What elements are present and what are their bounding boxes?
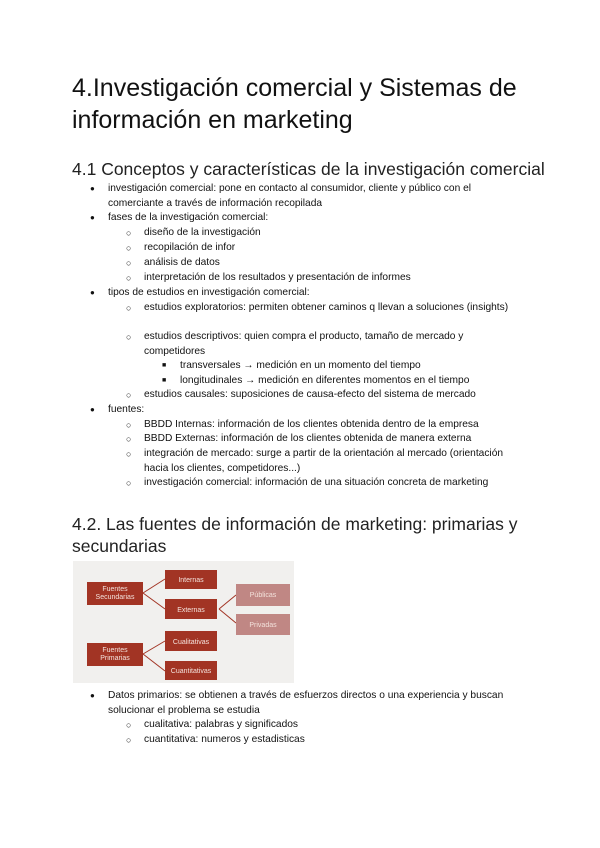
list-item: estudios descriptivos: quien compra el producto, tamaño de mercado y competidores	[144, 331, 464, 357]
section-heading-4-1: 4.1 Conceptos y características de la investigación comercial	[72, 159, 545, 179]
list-item: análisis de datos	[144, 257, 220, 268]
bullet-marker: ○	[126, 478, 132, 488]
list-item: cualitativa: palabras y significados	[144, 719, 299, 730]
bullet-marker: ●	[90, 184, 95, 193]
node-label: Cualitativas	[172, 639, 210, 646]
bullet-marker: ○	[126, 303, 132, 313]
bullet-marker: ○	[126, 420, 132, 430]
list-item: fases de la investigación comercial:	[108, 212, 269, 223]
bullet-marker: ■	[162, 362, 167, 369]
list-item: integración de mercado: surge a partir de la orientación al mercado (orientación hacia los clientes, competidores...)	[144, 448, 504, 474]
list-item: estudios causales: suposiciones de causa-efecto del sistema de mercado	[144, 389, 476, 400]
node-label: Públicas	[249, 592, 277, 599]
bullet-marker: ○	[126, 735, 132, 745]
node-label: Privadas	[249, 622, 277, 629]
list-item: investigación comercial: información de una situación concreta de marketing	[144, 477, 489, 488]
bullet-marker: ●	[90, 213, 95, 222]
node-label: Fuentes Primarias	[100, 647, 130, 662]
list-item: longitudinales → medición en diferentes momentos en el tiempo	[180, 375, 470, 386]
node-label: Externas	[177, 607, 205, 614]
sources-diagram	[73, 561, 294, 683]
bullet-marker: ○	[126, 332, 132, 342]
list-item: Datos primarios: se obtienen a través de esfuerzos directos o una experiencia y buscan solucionar el problema se estudia	[108, 690, 504, 716]
list-item: tipos de estudios en investigación comercial:	[108, 287, 310, 298]
bullet-marker: ●	[90, 288, 95, 297]
bullet-marker: ○	[126, 258, 132, 268]
list-item: interpretación de los resultados y presentación de informes	[144, 272, 411, 283]
list-item: cuantitativa: numeros y estadisticas	[144, 734, 305, 745]
list-item: recopilación de infor	[144, 242, 236, 253]
bullet-marker: ○	[126, 243, 132, 253]
page-title: 4.Investigación comercial y Sistemas de información en marketing	[72, 74, 517, 134]
bullet-marker: ○	[126, 720, 132, 730]
node-label: Cuantitativas	[170, 668, 212, 675]
bullet-marker: ○	[126, 434, 132, 444]
list-item: transversales → medición en un momento del tiempo	[180, 360, 421, 371]
bullet-marker: ○	[126, 228, 132, 238]
node-label: Fuentes Secundarias	[95, 586, 135, 601]
bullet-marker: ○	[126, 390, 132, 400]
list-item: BBDD Internas: información de los clientes obtenida dentro de la empresa	[144, 419, 479, 430]
bullet-marker: ■	[162, 377, 167, 384]
bullet-marker: ●	[90, 405, 95, 414]
list-item: fuentes:	[108, 404, 145, 415]
node-label: Internas	[178, 577, 204, 584]
bullet-marker: ○	[126, 449, 132, 459]
list-item: diseño de la investigación	[144, 227, 261, 238]
list-item: investigación comercial: pone en contacto al consumidor, cliente y público con el comerciante a través de información recopilada	[108, 183, 471, 209]
list-item: estudios exploratorios: permiten obtener caminos q llevan a soluciones (insights)	[144, 302, 509, 313]
list-item: BBDD Externas: información de los clientes obtenida de manera externa	[144, 433, 472, 444]
bullet-marker: ●	[90, 691, 95, 700]
section-heading-4-2: 4.2. Las fuentes de información de marketing: primarias y secundarias	[72, 514, 518, 556]
bullet-marker: ○	[126, 273, 132, 283]
